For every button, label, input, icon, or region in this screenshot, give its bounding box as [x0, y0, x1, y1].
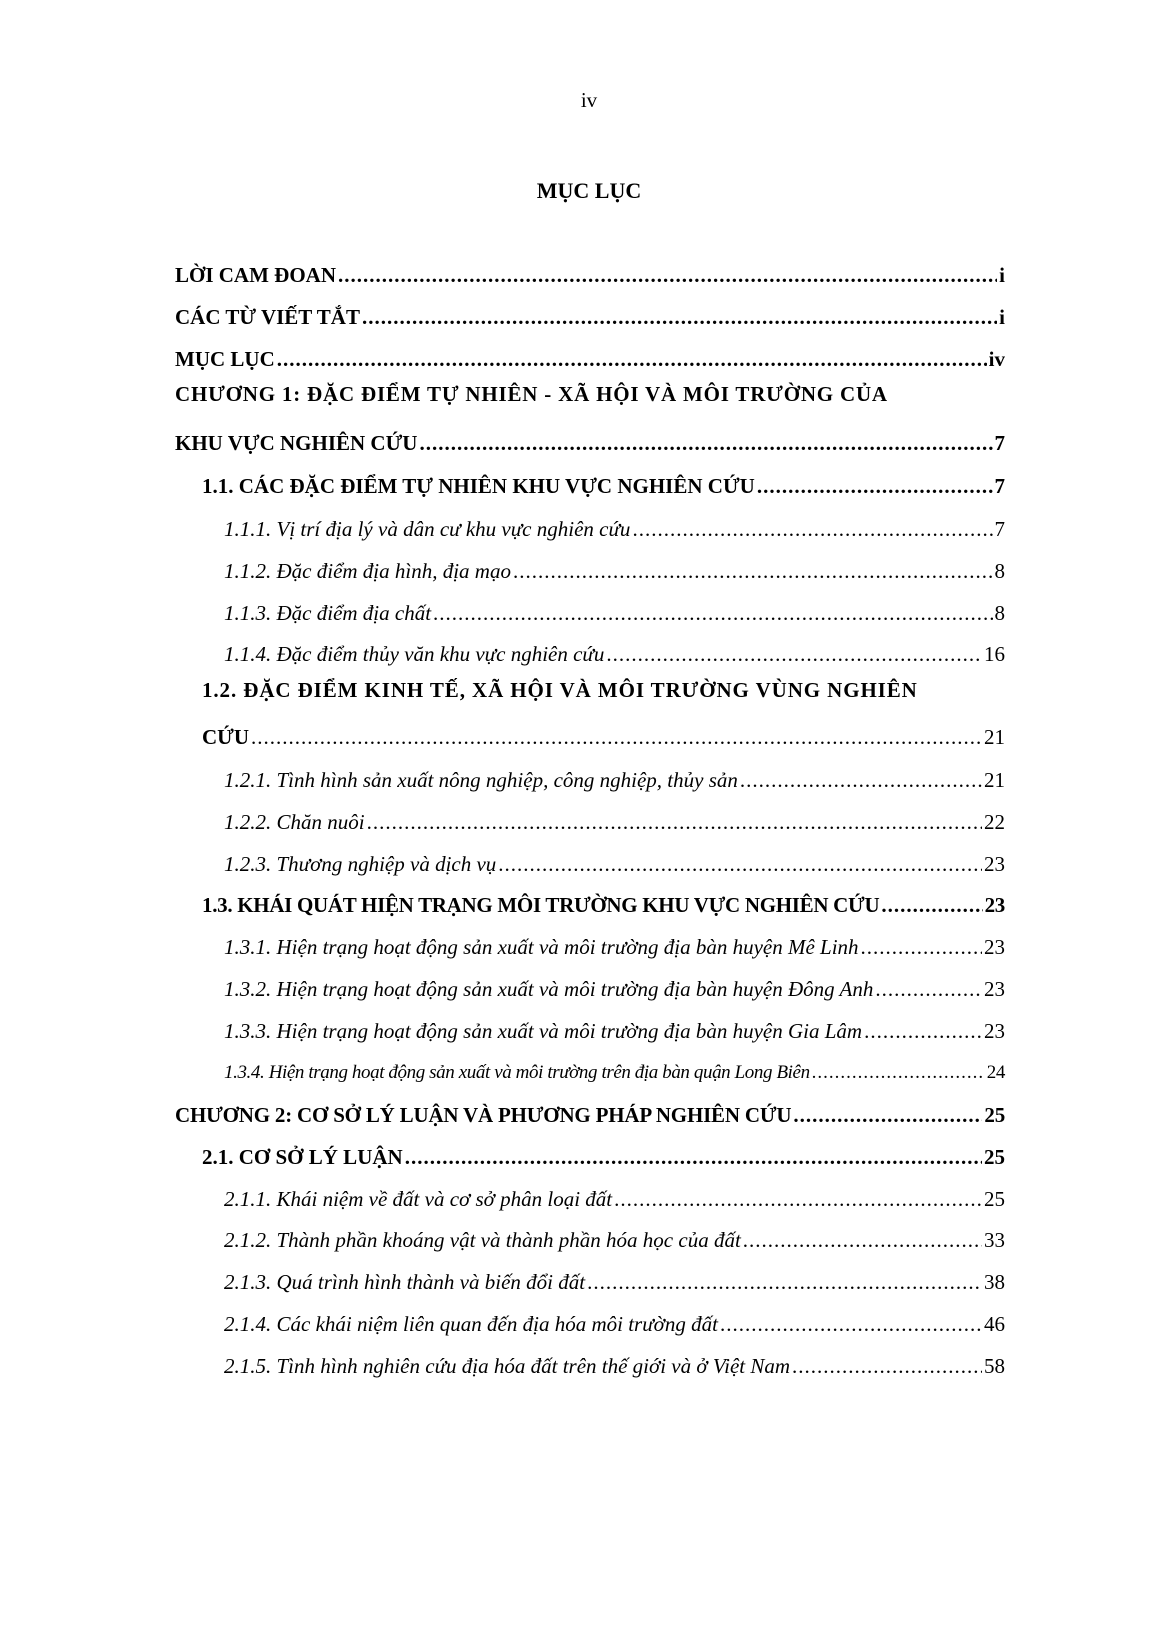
- toc-chapter-1-heading[interactable]: CHƯƠNG 1: ĐẶC ĐIỂM TỰ NHIÊN - XÃ HỘI VÀ MÔI TRƯỜNG CỦA: [175, 382, 888, 406]
- toc-entry-page: 7: [994, 474, 1005, 498]
- toc-entry-label: 1.1. CÁC ĐẶC ĐIỂM TỰ NHIÊN KHU VỰC NGHIÊN CỨU: [202, 474, 755, 498]
- toc-entry-page: 23: [984, 935, 1005, 959]
- toc-entry-label: CỨU: [202, 725, 250, 749]
- toc-entry-1-3-4[interactable]: [224, 1050, 1005, 1086]
- toc-entry-page: 24: [986, 1062, 1005, 1083]
- toc-entry-page: 21: [984, 768, 1005, 792]
- toc-entry-label: 1.3.4. Hiện trạng hoạt động sản xuất và môi trường trên địa bàn quận Long Biên: [224, 1062, 810, 1083]
- toc-entry-label: 1.3.2. Hiện trạng hoạt động sản xuất và môi trường địa bàn huyện Đông Anh: [224, 977, 874, 1001]
- toc-entry-label: 1.1.2. Đặc điểm địa hình, địa mạo: [224, 559, 511, 583]
- dot-leader: [720, 1311, 982, 1337]
- toc-entry-loi-cam-doan[interactable]: [175, 252, 1005, 288]
- toc-entry-page: 23: [984, 977, 1005, 1001]
- toc-entry-page: 16: [984, 642, 1005, 666]
- page-title: MỤC LỤC: [536, 178, 642, 203]
- toc-entry-cac-tu-viet-tat[interactable]: [175, 294, 1005, 330]
- toc-entry-2-1-1[interactable]: [224, 1176, 1005, 1212]
- toc-entry-1-3[interactable]: [202, 882, 1005, 918]
- toc-entry-2-1-2[interactable]: [224, 1217, 1005, 1253]
- toc-entry-page: 33: [984, 1228, 1005, 1252]
- toc-entry-1-1-2[interactable]: [224, 548, 1005, 584]
- toc-entry-chapter-1[interactable]: [175, 420, 1005, 456]
- toc-entry-1-1-1[interactable]: [224, 506, 1005, 542]
- toc-entry-label: CHƯƠNG 2: CƠ SỞ LÝ LUẬN VÀ PHƯƠNG PHÁP NGHIÊN CỨU: [175, 1103, 792, 1127]
- dot-leader: [875, 976, 982, 1002]
- toc-entry-page: 7: [994, 431, 1005, 455]
- toc-entry-1-3-1[interactable]: [224, 924, 1005, 960]
- dot-leader: [498, 851, 982, 877]
- dot-leader: [587, 1269, 982, 1295]
- toc-entry-page: 46: [984, 1312, 1005, 1336]
- toc-entry-label: 2.1.5. Tình hình nghiên cứu địa hóa đất trên thế giới và ở Việt Nam: [224, 1354, 791, 1378]
- toc-entry-page: 25: [984, 1145, 1005, 1169]
- dot-leader: [793, 1102, 982, 1128]
- toc-1-2-heading[interactable]: 1.2. ĐẶC ĐIỂM KINH TẾ, XÃ HỘI VÀ MÔI TRƯỜNG VÙNG NGHIÊN: [202, 678, 918, 702]
- toc-entry-1-3-2[interactable]: [224, 966, 1005, 1002]
- toc-entry-1-2-1[interactable]: [224, 757, 1005, 793]
- toc-entry-label: 1.2.2. Chăn nuôi: [224, 810, 365, 834]
- dot-leader: [419, 430, 992, 456]
- toc-entry-2-1-3[interactable]: [224, 1259, 1005, 1295]
- toc-entry-page: 23: [984, 1019, 1005, 1043]
- toc-entry-label: LỜI CAM ĐOAN: [175, 263, 336, 287]
- toc-entry-label: 1.1.3. Đặc điểm địa chất: [224, 601, 432, 625]
- toc-entry-1-2-3[interactable]: [224, 841, 1005, 877]
- dot-leader: [614, 1186, 982, 1212]
- toc-entry-1-2[interactable]: [202, 714, 1005, 750]
- toc-entry-page: 22: [984, 810, 1005, 834]
- toc-entry-2-1-4[interactable]: [224, 1301, 1005, 1337]
- dot-leader: [338, 262, 997, 288]
- dot-leader: [367, 809, 982, 835]
- toc-entry-label: 1.2.1. Tình hình sản xuất nông nghiệp, công nghiệp, thủy sản: [224, 768, 738, 792]
- dot-leader: [362, 304, 997, 330]
- toc-entry-label: 1.3.3. Hiện trạng hoạt động sản xuất và môi trường địa bàn huyện Gia Lâm: [224, 1019, 863, 1043]
- toc-entry-label: 2.1.4. Các khái niệm liên quan đến địa hóa môi trường đất: [224, 1312, 718, 1336]
- toc-entry-page: i: [999, 263, 1005, 287]
- toc-entry-page: i: [999, 305, 1005, 329]
- toc-entry-2-1-5[interactable]: [224, 1343, 1005, 1379]
- toc-entry-label: MỤC LỤC: [175, 347, 275, 371]
- toc-entry-1-1-3[interactable]: [224, 590, 1005, 626]
- toc-entry-chapter-2[interactable]: [175, 1092, 1005, 1128]
- toc-entry-1-3-3[interactable]: [224, 1008, 1005, 1044]
- dot-leader: [433, 600, 992, 626]
- dot-leader: [757, 473, 993, 499]
- toc-entry-label: 2.1.3. Quá trình hình thành và biến đổi đất: [224, 1270, 586, 1294]
- toc-entry-page: 8: [994, 559, 1005, 583]
- dot-leader: [881, 892, 982, 918]
- dot-leader: [861, 934, 982, 960]
- toc-entry-label: 2.1.2. Thành phần khoáng vật và thành phần hóa học của đất: [224, 1228, 741, 1252]
- toc-entry-label: 2.1.1. Khái niệm về đất và cơ sở phân loại đất: [224, 1187, 613, 1211]
- dot-leader: [251, 724, 982, 750]
- toc-entry-page: 25: [984, 1103, 1005, 1127]
- toc-entry-page: 58: [984, 1354, 1005, 1378]
- toc-entry-page: 7: [994, 517, 1005, 541]
- dot-leader: [513, 558, 993, 584]
- toc-entry-page: 23: [984, 893, 1005, 917]
- toc-entry-label: 2.1. CƠ SỞ LÝ LUẬN: [202, 1145, 403, 1169]
- toc-entry-page: 38: [984, 1270, 1005, 1294]
- toc-entry-2-1[interactable]: [202, 1134, 1005, 1170]
- dot-leader: [812, 1060, 985, 1086]
- toc-entry-1-1-4[interactable]: [224, 631, 1005, 667]
- toc-entry-label: 1.3.1. Hiện trạng hoạt động sản xuất và môi trường địa bàn huyện Mê Linh: [224, 935, 859, 959]
- toc-entry-label: 1.2.3. Thương nghiệp và dịch vụ: [224, 852, 497, 876]
- toc-entry-page: 25: [984, 1187, 1005, 1211]
- dot-leader: [632, 516, 992, 542]
- toc-entry-label: 1.3. KHÁI QUÁT HIỆN TRẠNG MÔI TRƯỜNG KHU VỰC NGHIÊN CỨU: [202, 893, 880, 917]
- toc-entry-page: 21: [984, 725, 1005, 749]
- toc-entry-label: 1.1.1. Vị trí địa lý và dân cư khu vực nghiên cứu: [224, 517, 631, 541]
- toc-entry-label: CÁC TỪ VIẾT TẮT: [175, 305, 360, 329]
- dot-leader: [405, 1144, 982, 1170]
- toc-entry-page: iv: [988, 347, 1005, 371]
- dot-leader: [606, 641, 982, 667]
- dot-leader: [864, 1018, 982, 1044]
- toc-entry-label: 1.1.4. Đặc điểm thủy văn khu vực nghiên cứu: [224, 642, 605, 666]
- dot-leader: [740, 767, 982, 793]
- toc-entry-label: KHU VỰC NGHIÊN CỨU: [175, 431, 418, 455]
- toc-entry-page: 8: [994, 601, 1005, 625]
- toc-entry-1-2-2[interactable]: [224, 799, 1005, 835]
- dot-leader: [792, 1353, 982, 1379]
- toc-entry-1-1[interactable]: [202, 463, 1005, 499]
- dot-leader: [277, 346, 987, 372]
- toc-entry-page: 23: [984, 852, 1005, 876]
- toc-entry-muc-luc[interactable]: [175, 336, 1005, 372]
- dot-leader: [743, 1227, 982, 1253]
- page-number: iv: [580, 88, 598, 112]
